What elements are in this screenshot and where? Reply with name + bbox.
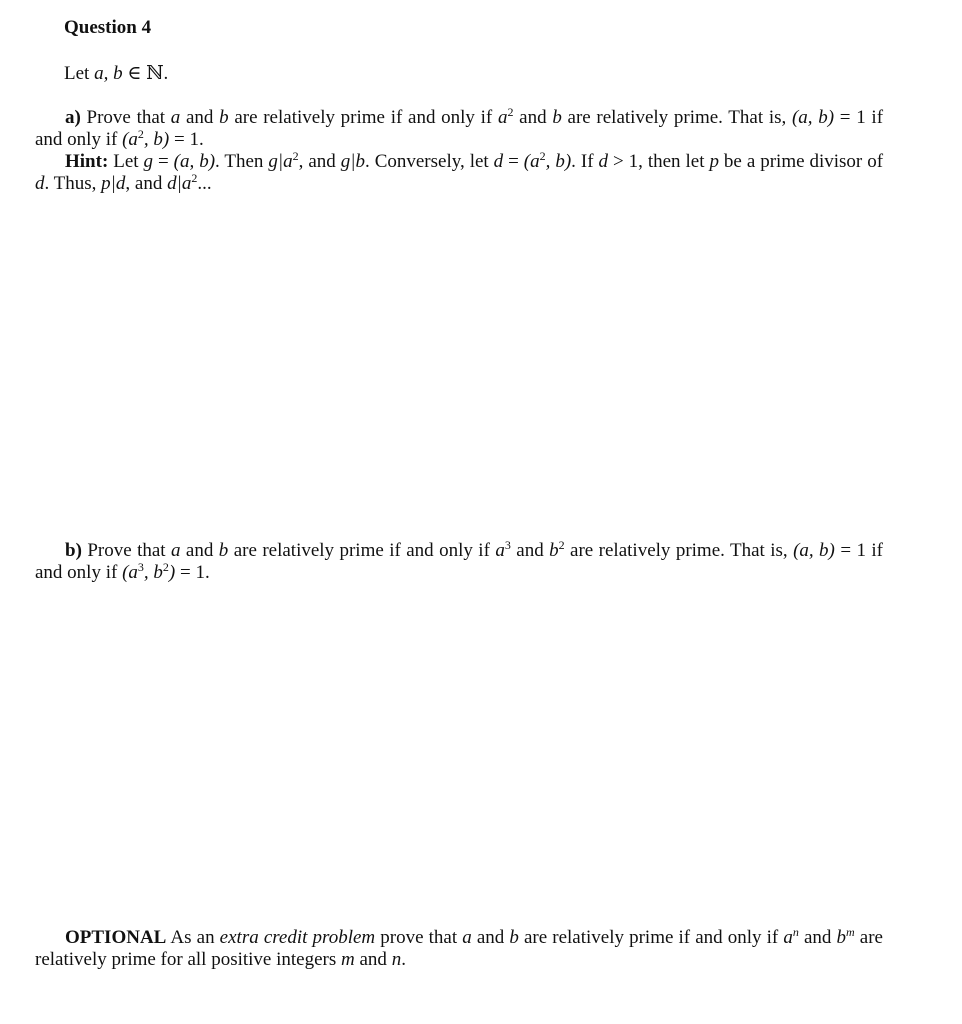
hint-text: Let: [108, 151, 144, 172]
part-a-text: and: [513, 107, 553, 128]
gcd-ab: (a, b): [173, 151, 216, 172]
var-d: d: [35, 173, 45, 194]
optional-text: prove that: [375, 927, 463, 948]
hint-text: . Conversely, let: [364, 151, 494, 172]
var-g: g: [143, 151, 154, 172]
exponent: 3: [504, 538, 511, 552]
var-a: a: [497, 107, 508, 128]
given-math: a, b: [94, 63, 123, 84]
given-end: .: [163, 63, 169, 84]
hint-label: Hint:: [65, 151, 109, 172]
exponent: 2: [137, 127, 144, 141]
exponent-n: n: [792, 925, 799, 939]
var-b: b: [836, 927, 846, 948]
exponent: 2: [162, 560, 169, 574]
part-a-label: a): [65, 107, 81, 128]
exponent: 2: [507, 105, 514, 119]
exponent: 3: [137, 560, 144, 574]
gcd-a2b-close: , b): [545, 151, 572, 172]
p-divides-d: p|d: [101, 173, 126, 194]
exponent-m: m: [846, 925, 855, 939]
part-a-text: are relatively prime. That is,: [561, 107, 792, 128]
hint-text: . Thus,: [44, 173, 102, 194]
gcd-a3b2-close: ): [168, 562, 176, 583]
var-a: a: [462, 927, 472, 948]
hint-text: > 1, then let: [608, 151, 710, 172]
var-b: b: [552, 107, 562, 128]
optional-text: are relatively prime for all positive integers: [35, 927, 883, 970]
given-prefix: Let: [64, 63, 95, 84]
hint-text: =: [503, 151, 524, 172]
hint-text: . If: [571, 151, 599, 172]
var-a: a: [171, 540, 181, 561]
var-p: p: [709, 151, 719, 172]
hint-text: ...: [197, 173, 212, 194]
g-divides-a: g|a: [268, 151, 293, 172]
optional-text: .: [401, 949, 406, 970]
hint-text: , and: [125, 173, 168, 194]
exponent: 2: [292, 149, 299, 163]
var-b: b: [549, 540, 559, 561]
hint-text: =: [153, 151, 174, 172]
optional-statement: [35, 927, 883, 971]
exponent: 2: [191, 171, 198, 185]
natural-numbers-symbol: ℕ: [146, 63, 164, 84]
part-a-statement: [35, 107, 883, 151]
optional-text: As an: [166, 927, 220, 948]
part-a: [35, 107, 883, 195]
var-n: n: [391, 949, 402, 970]
var-b: b: [219, 107, 229, 128]
var-b: b: [509, 927, 519, 948]
part-b-text: are relatively prime if and only if: [228, 540, 496, 561]
var-d: d: [493, 151, 504, 172]
exponent: 2: [558, 538, 565, 552]
hint-text: . Then: [215, 151, 269, 172]
part-b-text: are relatively prime. That is,: [564, 540, 794, 561]
gcd-a3b2-mid: , b: [143, 562, 163, 583]
exponent: 2: [539, 149, 546, 163]
gcd-a2b-open: (a: [122, 129, 138, 150]
optional-text: and: [471, 927, 510, 948]
part-a-text: Prove that: [80, 107, 171, 128]
hint-text: , and: [298, 151, 341, 172]
part-b: [35, 540, 883, 584]
optional-part: [35, 927, 883, 971]
var-b: b: [218, 540, 229, 561]
optional-text: and: [798, 927, 837, 948]
part-b-label: b): [65, 540, 82, 561]
var-a: a: [783, 927, 793, 948]
given-statement: [64, 63, 168, 85]
d-divides-a: d|a: [167, 173, 192, 194]
part-b-text: Prove that: [81, 540, 171, 561]
optional-label: OPTIONAL: [65, 927, 167, 948]
given-relation: ∈: [122, 63, 147, 84]
part-a-text: and: [180, 107, 220, 128]
optional-text: and: [354, 949, 392, 970]
gcd-a3b2-open: (a: [122, 562, 138, 583]
part-a-text: = 1 if and only if: [35, 107, 884, 150]
part-a-text: = 1.: [169, 129, 204, 150]
part-a-text: are relatively prime if and only if: [228, 107, 498, 128]
var-d: d: [598, 151, 608, 172]
part-b-text: and: [510, 540, 550, 561]
var-m: m: [341, 949, 355, 970]
part-b-text: = 1.: [175, 562, 210, 583]
hint-text: be a prime divisor of: [718, 151, 884, 172]
var-a: a: [170, 107, 181, 128]
gcd-ab: (a, b): [791, 107, 835, 128]
part-b-statement: [35, 540, 883, 584]
part-a-hint: [35, 151, 883, 195]
gcd-ab: (a, b): [793, 540, 835, 561]
part-b-text: and: [180, 540, 219, 561]
gcd-a2b-close: , b): [143, 129, 170, 150]
question-title: Question 4: [64, 17, 152, 38]
gcd-a2b-open: (a: [523, 151, 540, 172]
var-a: a: [495, 540, 505, 561]
optional-text: are relatively prime if and only if: [518, 927, 784, 948]
part-b-text: = 1 if and only if: [35, 540, 883, 583]
g-divides-b: g|b: [340, 151, 365, 172]
extra-credit-phrase: extra credit problem: [219, 927, 376, 948]
